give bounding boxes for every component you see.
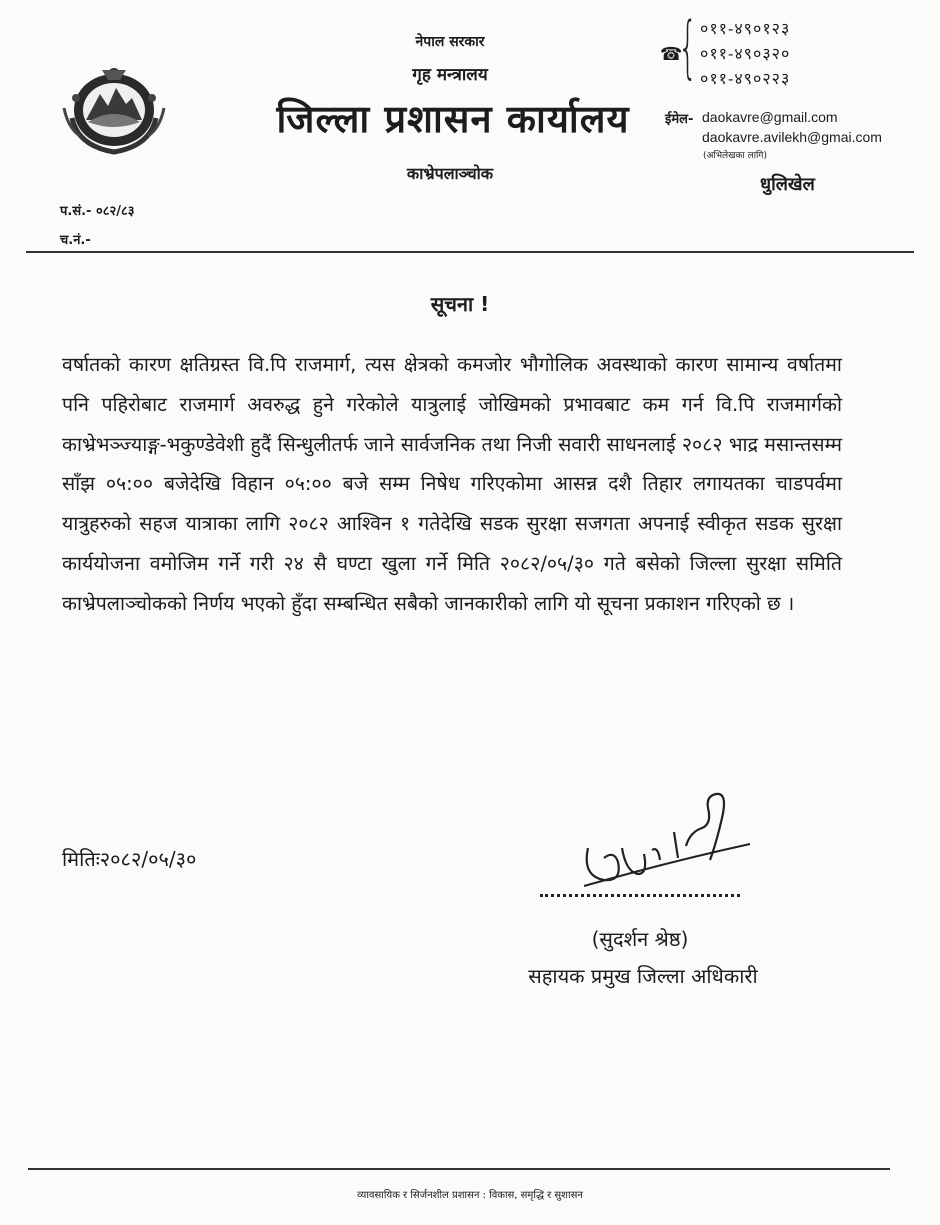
notice-title: सूचना ! xyxy=(430,292,490,316)
office-title: जिल्ला प्रशासन कार्यालय xyxy=(276,97,630,141)
email-address[interactable]: daokavre@gmail.com xyxy=(702,109,838,125)
phone-list xyxy=(700,16,790,91)
government-name: नेपाल सरकार xyxy=(415,34,485,50)
city-name: धुलिखेल xyxy=(760,174,815,195)
phone-number: ०११-४९०२२३ xyxy=(700,69,791,88)
email-label: ईमेल- xyxy=(665,112,694,127)
email-note: (अभिलेखका लागि) xyxy=(703,151,767,161)
notice-date: मितिः२०८२/०५/३० xyxy=(62,847,197,871)
ministry-name: गृह मन्त्रालय xyxy=(412,65,488,85)
email-address-archive[interactable]: daokavre.avilekh@gmai.com xyxy=(702,129,882,145)
dispatch-number: च.नं.- xyxy=(60,233,91,248)
telephone-icon: ☎ xyxy=(660,44,683,65)
district-name: काभ्रेपलाञ्चोक xyxy=(406,164,494,183)
nepal-emblem-icon xyxy=(58,58,170,158)
reference-number: प.सं.- ०८२/८३ xyxy=(60,204,135,219)
signatory-name: (सुदर्शन श्रेष्ठ) xyxy=(591,927,689,951)
header-divider xyxy=(26,251,914,253)
footer-slogan: व्यावसायिक र सिर्जनशील प्रशासन : विकास, समृद्धि र सुशासन xyxy=(357,1190,583,1201)
footer-divider xyxy=(28,1168,890,1170)
signature-icon xyxy=(578,788,758,898)
notice-body: वर्षातको कारण क्षतिग्रस्त वि.पि राजमार्ग, त्यस क्षेत्रको कमजोर भौगोलिक अवस्थाको कारण सामान्य वर्षातमा पनि पहिरोबाट राजमार्ग अवरुद्ध हुने गरेकोले यात्रुलाई जोखिमको प्रभावबाट कम गर्न वि.पि राजमार्गको काभ्रेभञ्ज्याङ्ग-भकुण्डेवेशी हुदैं सिन्धुलीतर्फ जाने सार्वजनिक तथा निजी सवारी साधनलाई २०८२ भाद्र मसान्तसम्म साँझ ०५:०० बजेदेखि विहान ०५:०० बजे सम्म निषेध गरिएकोमा आसन्न दशै तिहार लगायतका चाडपर्वमा यात्रुहरुको सहज यात्राका लागि २०८२ आश्विन १ गतेदेखि सडक सुरक्षा सजगता अपनाई स्वीकृत सडक सुरक्षा कार्ययोजना वमोजिम गर्ने गरी २४ सै घण्टा खुला गर्ने मिति २०८२/०५/३० गते बसेको जिल्ला सुरक्षा समिति काभ्रेपलाञ्चोकको निर्णय भएको हुँदा सम्बन्धित सबैको जानकारीको लागि यो सूचना प्रकाशन गरिएको छ । xyxy=(62,353,842,615)
phone-brace: { xyxy=(678,8,698,87)
signature-line xyxy=(540,894,740,897)
phone-number: ०११-४९०३२० xyxy=(700,44,791,63)
phone-number: ०११-४९०१२३ xyxy=(700,19,791,38)
signatory-designation: सहायक प्रमुख जिल्ला अधिकारी xyxy=(528,964,758,988)
